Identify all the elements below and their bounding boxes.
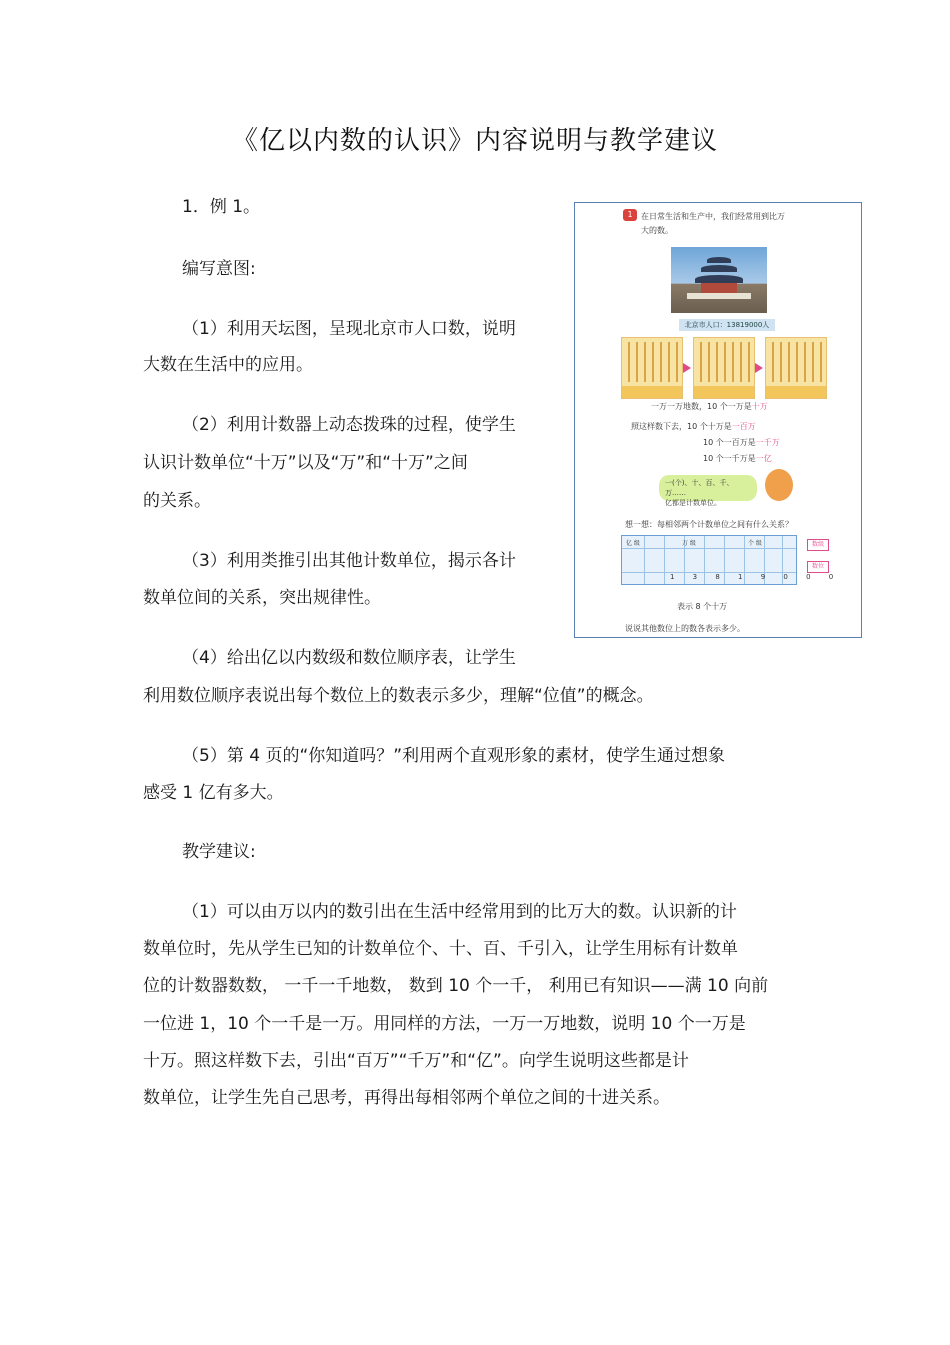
paragraph: 数单位，让学生先自己思考，再得出每相邻两个单位之间的十进关系。 [143,1088,670,1108]
paragraph: （3）利用类推引出其他计数单位，揭示各计 [182,551,516,571]
grade-label: 个 级 [748,540,762,547]
paragraph: 利用数位顺序表说出每个数位上的数表示多少，理解“位值”的概念。 [143,686,654,706]
paragraph: 感受 1 亿有多大。 [143,783,284,803]
counter-abacus [765,337,827,399]
grade-tag: 数级 [807,539,829,551]
textbook-figure [574,202,862,638]
arrow-right-icon [755,363,763,373]
paragraph: 数单位间的关系，突出规律性。 [143,588,381,608]
paragraph: （1）可以由万以内的数引出在生活中经常用到的比万大的数。认识新的计 [182,902,737,922]
counting-line: 10 个一百万是一千万 [703,438,780,447]
counter-abacus [693,337,755,399]
cartoon-kid-icon [765,469,793,501]
paragraph: （1）利用天坛图，呈现北京市人口数，说明 [182,319,516,339]
place-digits: 1 3 8 1 9 0 0 0 [670,573,842,581]
speech-bubble: 一(个)、十、百、千、万…… 亿都是计数单位。 [659,475,757,501]
population-caption: 北京市人口：13819000人 [679,319,775,331]
paragraph: 数单位时，先从学生已知的计数单位个、十、百、千引入，让学生用标有计数单 [143,939,738,959]
paragraph: 1．例 1。 [182,197,261,217]
paragraph: 十万。照这样数下去，引出“百万”“千万”和“亿”。向学生说明这些都是计 [143,1051,689,1071]
counting-line: 照这样数下去，10 个十万是一百万 [631,422,756,431]
figure-intro: 大的数。 [641,226,673,235]
paragraph: （5）第 4 页的“你知道吗？”利用两个直观形象的素材，使学生通过想象 [182,746,726,766]
paragraph: 一位进 1，10 个一千是一万。用同样的方法，一万一万地数，说明 10 个一万是 [143,1014,746,1034]
example-badge: 1 [623,209,637,221]
paragraph: 的关系。 [143,491,211,511]
paragraph: 大数在生活中的应用。 [143,355,313,375]
think-prompt: 想一想：每相邻两个计数单位之间有什么关系？ [625,520,793,529]
grade-label: 万 级 [682,540,696,547]
counter-abacus [621,337,683,399]
digit-note: 表示 8 个十万 [677,602,728,611]
figure-footer: 说说其他数位上的数各表示多少。 [625,624,745,633]
place-tag: 数位 [807,561,829,573]
page-title: 《亿以内数的认识》内容说明与教学建议 [231,126,718,156]
grade-label: 亿 级 [626,540,640,547]
paragraph: 教学建议: [182,842,256,862]
paragraph: 编写意图: [182,259,256,279]
counting-line: 10 个一千万是一亿 [703,454,772,463]
paragraph: （2）利用计数器上动态拨珠的过程，使学生 [182,415,516,435]
counting-line: 一万一万地数，10 个一万是十万 [651,402,768,411]
paragraph: （4）给出亿以内数级和数位顺序表，让学生 [182,648,516,668]
arrow-right-icon [683,363,691,373]
paragraph: 认识计数单位“十万”以及“万”和“十万”之间 [143,453,468,473]
figure-intro: 在日常生活和生产中，我们经常用到比万 [641,212,785,221]
paragraph: 位的计数器数数， 一千一千地数， 数到 10 个一千， 利用已有知识——满 10 向前 [143,976,769,996]
temple-of-heaven-photo [671,247,767,313]
